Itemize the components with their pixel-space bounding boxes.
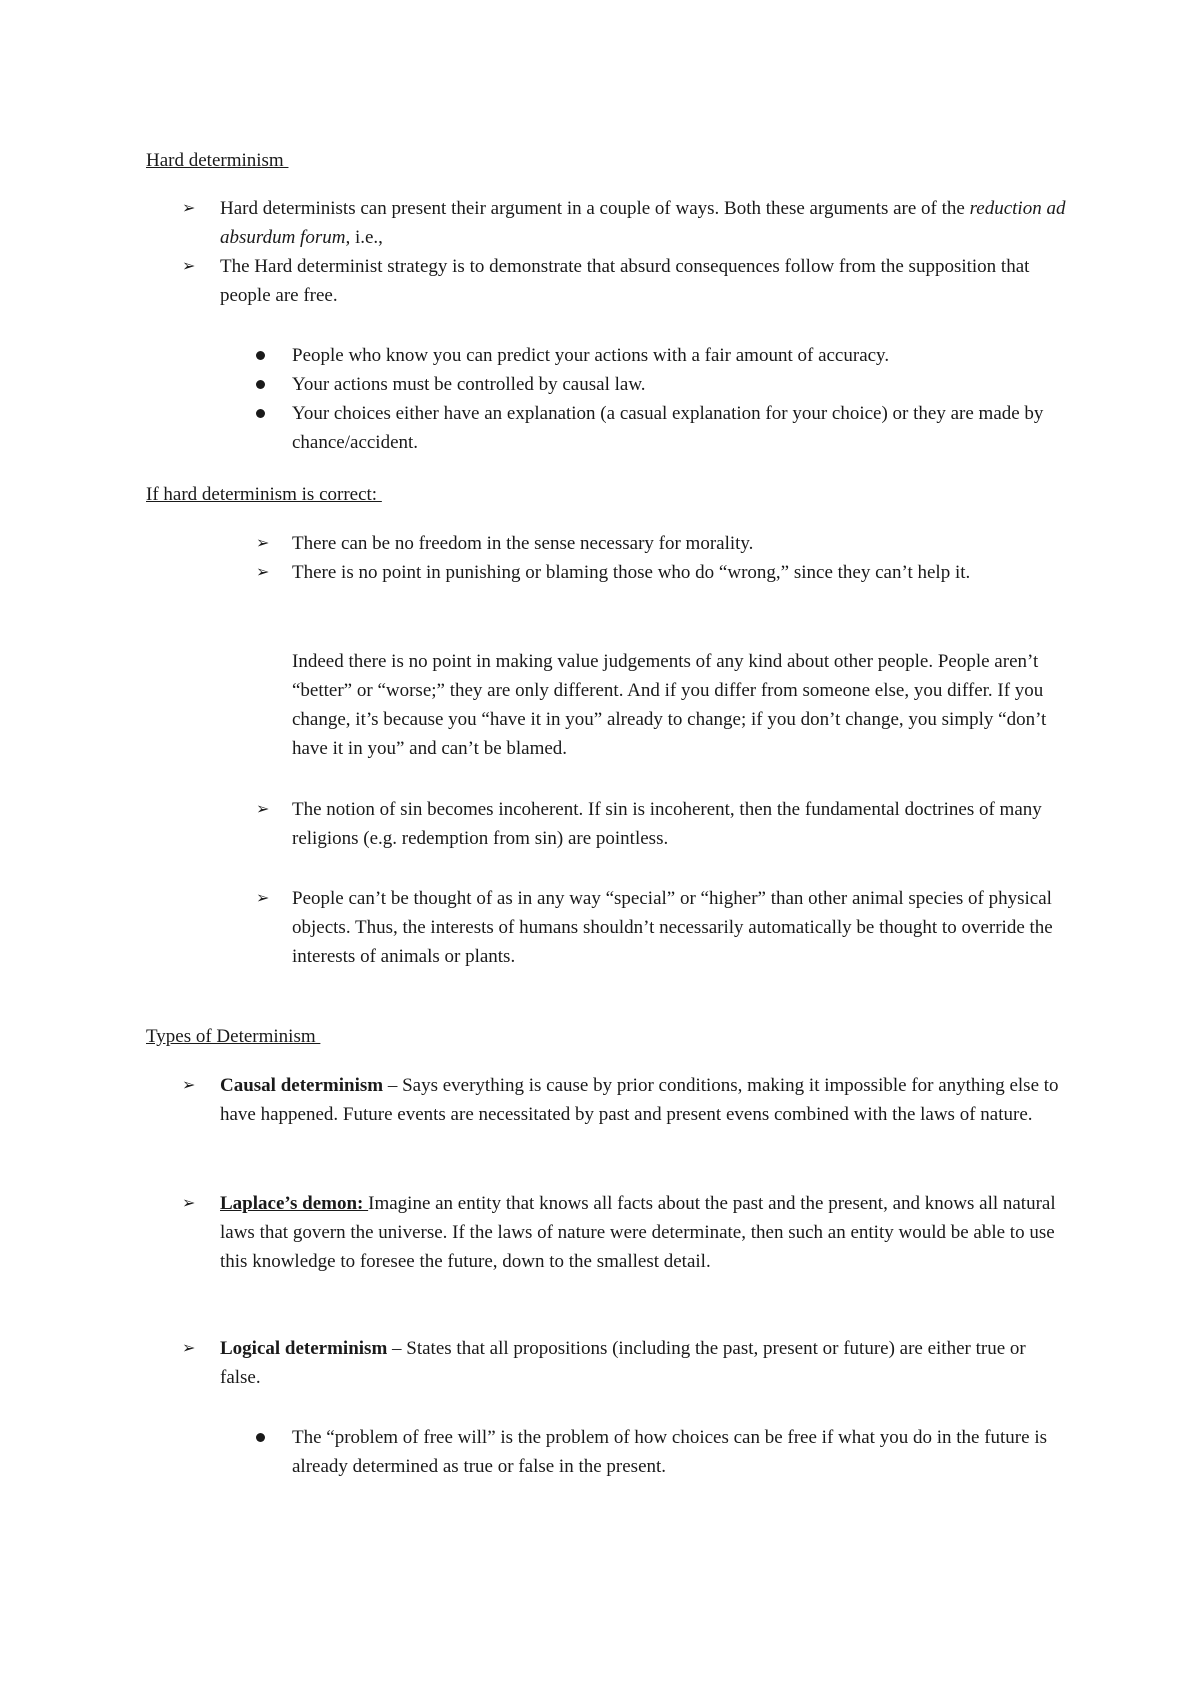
term-logical-determinism: Logical determinism	[220, 1338, 388, 1359]
list-item-text: The Hard determinist strategy is to demonstrate that absurd consequences follow from the supposition that people are free.	[220, 256, 1030, 306]
arrow-bullet-icon: ➢	[182, 258, 196, 275]
heading-if-correct: If hard determinism is correct:	[146, 484, 382, 505]
list-item-no-freedom: ➢ There can be no freedom in the sense necessary for morality.	[256, 529, 1076, 558]
arrow-bullet-icon: ➢	[182, 1077, 196, 1094]
arrow-bullet-icon: ➢	[182, 1195, 196, 1212]
arrow-bullet-icon: ➢	[182, 1340, 196, 1357]
bullet-causal-law: Your actions must be controlled by causal law.	[256, 370, 1076, 399]
bullet-icon	[256, 409, 265, 418]
bullet-predict-actions: People who know you can predict your actions with a fair amount of accuracy.	[256, 341, 1076, 370]
list-item-arguments	[182, 194, 1072, 252]
term-causal-determinism: Causal determinism	[220, 1075, 384, 1096]
term-laplaces-demon: Laplace’s demon:	[220, 1193, 369, 1214]
bullet-icon	[256, 351, 265, 360]
heading-hard-determinism: Hard determinism	[146, 150, 289, 171]
list-item-special: ➢ People can’t be thought of as in any way “special” or “higher” than other animal species of physical objects. Thus, the interests of humans shouldn’t necessarily automatically be thought to override the interests of animals or plants.	[256, 884, 1076, 971]
list-item-sin: ➢ The notion of sin becomes incoherent. If sin is incoherent, then the fundamental doctrines of many religions (e.g. redemption from sin) are pointless.	[256, 795, 1076, 853]
arrow-bullet-icon: ➢	[256, 801, 270, 818]
bullet-icon	[256, 380, 265, 389]
arrow-bullet-icon: ➢	[256, 564, 270, 581]
arrow-bullet-icon: ➢	[256, 535, 270, 552]
list-item-logical-determinism: ➢ Logical determinism – States that all propositions (including the past, present or future) are either true or false.	[182, 1334, 1072, 1392]
list-item-strategy	[182, 252, 1072, 310]
heading-types-of-determinism: Types of Determinism	[146, 1026, 321, 1047]
bullet-explanation: Your choices either have an explanation (a casual explanation for your choice) or they are made by chance/accident.	[256, 399, 1076, 457]
list-item-text: Hard determinists can present their argument in a couple of ways. Both these arguments are of the reduction ad absurdum forum, i.e.,	[220, 198, 1066, 248]
list-item-laplaces-demon: ➢ Laplace’s demon: Imagine an entity that knows all facts about the past and the present, and knows all natural laws that govern the universe. If the laws of nature were determinate, then such an entity would be able to use this knowledge to foresee the future, down to the smallest detail.	[182, 1189, 1072, 1305]
bullet-icon	[256, 1433, 265, 1442]
paragraph-value-judgements: Indeed there is no point in making value judgements of any kind about other people. People aren’t “better” or “worse;” they are only different. And if you differ from someone else, you differ. If you change, it’s because you “have it in you” already to change; if you don’t change, you simply “don’t have it in you” and can’t be blamed.	[292, 651, 1047, 759]
list-item-causal-determinism: ➢ Causal determinism – Says everything is cause by prior conditions, making it impossible for anything else to have happened. Future events are necessitated by past and present evens combined with the laws of nature.	[182, 1071, 1072, 1158]
arrow-bullet-icon: ➢	[182, 200, 196, 217]
bullet-problem-of-free-will: The “problem of free will” is the problem of how choices can be free if what you do in the future is already determined as true or false in the present.	[256, 1423, 1076, 1481]
arrow-bullet-icon: ➢	[256, 890, 270, 907]
list-item-no-point-punishing: ➢ There is no point in punishing or blaming those who do “wrong,” since they can’t help it.	[256, 558, 1076, 616]
